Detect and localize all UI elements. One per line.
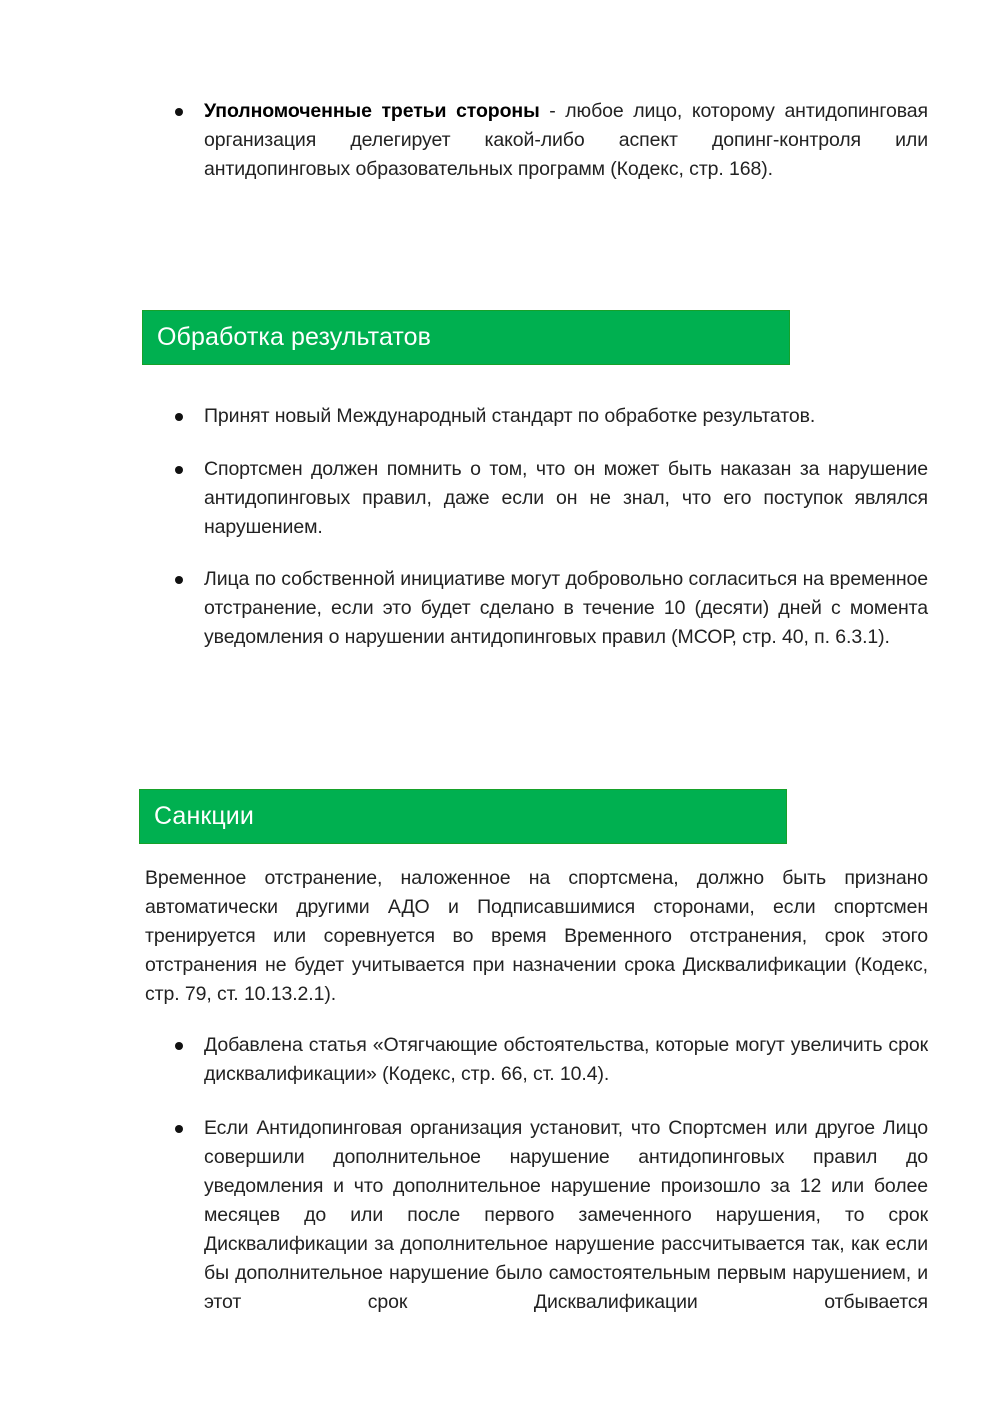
- defined-term: Уполномоченные третьи стороны: [204, 100, 540, 122]
- bullet-icon: [175, 576, 183, 584]
- list-item: [204, 455, 928, 542]
- list-item-text: Если Антидопинговая организация установит, что Спортсмен или другое Лицо совершили дополнительное нарушение антидопинговых правил до уведомления и что дополнительное нарушение произошло за 12 или более месяцев до или после первого замеченного нарушения, то срок Дисквалификации за дополнительное нарушение рассчитывается так, как если бы дополнительное нарушение было самостоятельным первым нарушением, и этот срок Дисквалификации отбывается: [204, 1117, 928, 1313]
- list-item-text: Принят новый Международный стандарт по обработке результатов.: [204, 405, 816, 427]
- intro-bullet: [204, 97, 928, 184]
- list-item-text: Спортсмен должен помнить о том, что он может быть наказан за нарушение антидопинговых правил, даже если он не знал, что его поступок являлся нарушением.: [204, 458, 928, 538]
- sanctions-paragraph: Временное отстранение, наложенное на спортсмена, должно быть признано автоматически другими АДО и Подписавшимися сторонами, если спортсмен тренируется или соревнуется во время Временного отстранения, срок этого отстранения не будет учитывается при назначении срока Дисквалификации (Кодекс, стр. 79, ст. 10.13.2.1).: [145, 867, 928, 1005]
- bullet-icon: [175, 1125, 183, 1133]
- list-item: [204, 565, 928, 652]
- list-item: [204, 402, 928, 431]
- bullet-icon: [175, 466, 183, 474]
- bullet-icon: [175, 413, 183, 421]
- list-item-text: Добавлена статья «Отягчающие обстоятельства, которые могут увеличить срок дисквалификации» (Кодекс, стр. 66, ст. 10.4).: [204, 1034, 928, 1085]
- bullet-icon: [175, 108, 183, 116]
- bullet-icon: [175, 1042, 183, 1050]
- section-header-results-management: [142, 310, 790, 365]
- list-item-text: Лица по собственной инициативе могут добровольно согласиться на временное отстранение, если это будет сделано в течение 10 (десяти) дней с момента уведомления о нарушении антидопинговых правил (МСОР, стр. 40, п. 6.3.1).: [204, 568, 928, 648]
- section-header-sanctions: [139, 789, 787, 844]
- list-item: [204, 1031, 928, 1089]
- section-title: Санкции: [154, 802, 254, 830]
- list-item: [204, 1114, 928, 1317]
- definition-text: - любое лицо, которому антидопинговая организация делегирует какой-либо аспект допинг-контроля или антидопинговых образовательных программ (Кодекс, стр. 168).: [204, 100, 928, 180]
- section-title: Обработка результатов: [157, 323, 432, 351]
